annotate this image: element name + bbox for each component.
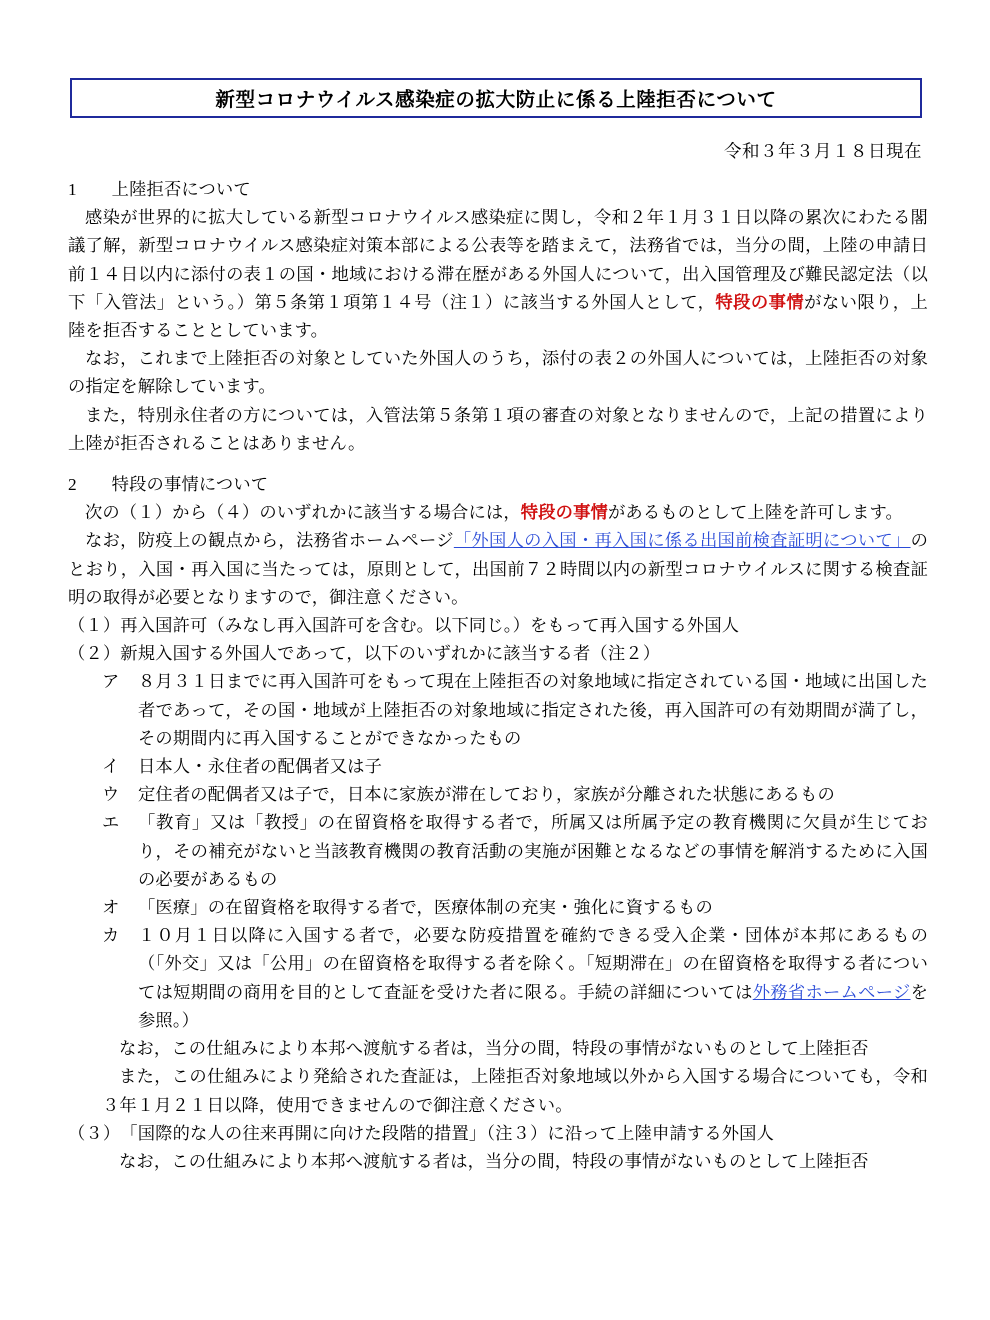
section-2-number: 2	[68, 475, 77, 495]
subitem-marker-u: ウ	[102, 785, 120, 805]
subitem-marker-e: エ	[102, 813, 120, 833]
document-body	[68, 176, 928, 1176]
subitem-marker-ka: カ	[102, 926, 120, 946]
item-marker-1: （１）	[68, 616, 121, 636]
text-run: があるものとして上陸を許可します。	[607, 503, 903, 523]
text-run: 感染が世界的に拡大している新型コロナウイルス感染症に関し，令和２年１月３１日以降の累次にわたる閣議了解，新型コロナウイルス感染症対策本部による公表等を踏まえて，法務省では，当分の間，上陸の申請日前１４日以内に添付の表１の国・地域における滞在歴がある外国人について，出入国管理及び難民認定法（以下「入管法」という。）第５条第１項第１４号（注１）に該当する外国人として，	[68, 208, 929, 312]
subitem-text-i: 日本人・永住者の配偶者又は子	[138, 757, 383, 777]
list-item	[68, 640, 928, 668]
section-spacer	[68, 458, 928, 471]
sub-list-item	[102, 809, 928, 894]
sub-list-item	[102, 668, 928, 753]
section-1-heading	[68, 176, 928, 204]
section-2-heading	[68, 471, 928, 499]
subitem-text-ka	[138, 922, 928, 1035]
list-item	[68, 612, 928, 640]
subitem-text-a: ８月３１日までに再入国許可をもって現在上陸拒否の対象地域に指定されている国・地域に出国した者であって，その国・地域が上陸拒否の対象地域に指定された後，再入国許可の有効期間が満了し，その期間内に再入国することができなかったもの	[138, 672, 928, 748]
text-run: 次の（１）から（４）のいずれかに該当する場合には，	[85, 503, 521, 523]
section-1-paragraph-1	[68, 204, 928, 345]
document-date: 令和３年３月１８日現在	[724, 141, 922, 161]
item-text-2: 新規入国する外国人であって，以下のいずれかに該当する者（注２）	[120, 644, 661, 664]
item-marker-3: （３）	[68, 1123, 121, 1143]
text-run: １０月１日以降に入国する者で，必要な防疫措置を確約できる受入企業・団体が本邦にあるもの（「外交」又は「公用」の在留資格を取得する者を除く。「短期滞在」の在留資格を取得する者については短期間の商用を目的として査証を受けた者に限る。手続の詳細については	[138, 926, 928, 1002]
sub-list-item	[102, 753, 928, 781]
link-pre-departure-test-certificate[interactable]: 「外国人の入国・再入国に係る出国前検査証明について」	[453, 531, 911, 551]
sub-list-item	[102, 781, 928, 809]
document-title-box	[70, 78, 922, 118]
sub-list-item	[102, 894, 928, 922]
item-text-3: 「国際的な人の往来再開に向けた段階的措置」（注３）に沿って上陸申請する外国人	[120, 1123, 775, 1143]
subitem-marker-a: ア	[102, 672, 120, 692]
section-1-paragraph-3: また，特別永住者の方については，入管法第５条第１項の審査の対象となりませんので，上記の措置により上陸が拒否されることはありません。	[68, 405, 928, 453]
section-1-number: 1	[68, 180, 77, 199]
item-3-notes	[102, 1148, 928, 1176]
item-2-notes	[102, 1035, 928, 1120]
text-run: のとおり，入国・再入国に当たっては，原則として，出国前７２時間以内の新型コロナウイルスに関する検査証明の取得が必要となりますので，御注意ください。	[68, 531, 929, 607]
section-1-paragraph-2: なお，これまで上陸拒否の対象としていた外国人のうち，添付の表２の外国人については，上陸拒否の対象の指定を解除しています。	[68, 349, 928, 397]
subitem-text-e: 「教育」又は「教授」の在留資格を取得する者で，所属又は所属予定の教育機関に欠員が生じており，その補充がないと当該教育機関の教育活動の実施が困難となるなどの事情を解消するために入国の必要があるもの	[138, 813, 928, 889]
list-item	[68, 1120, 928, 1148]
section-2-paragraph-1	[68, 499, 928, 527]
subitem-text-o: 「医療」の在留資格を取得する者で，医療体制の充実・強化に資するもの	[138, 898, 713, 918]
item-marker-2: （２）	[68, 644, 121, 664]
item-text-1: 再入国許可（みなし再入国許可を含む。以下同じ。）をもって再入国する外国人	[120, 616, 740, 636]
emphasis-tokudan-jijo: 特段の事情	[715, 292, 805, 312]
subitem-marker-i: イ	[102, 757, 120, 777]
sub-list-item	[102, 922, 928, 1035]
text-run: を参照。）	[138, 982, 928, 1030]
section-2-title: 特段の事情について	[111, 475, 269, 495]
subitem-marker-o: オ	[102, 898, 120, 918]
text-run: がない限り，上陸を拒否することとしています。	[68, 292, 928, 341]
section-1-title: 上陸拒否について	[111, 180, 251, 199]
link-mofa-homepage[interactable]: 外務省ホームページ	[752, 982, 911, 1002]
page-title: 新型コロナウイルス感染症の拡大防止に係る上陸拒否について	[215, 90, 777, 111]
subitem-text-u: 定住者の配偶者又は子で，日本に家族が滞在しており，家族が分離された状態にあるもの	[138, 785, 835, 805]
item-3-note-1: なお，この仕組みにより本邦へ渡航する者は，当分の間，特段の事情がないものとして上陸拒否	[119, 1151, 869, 1171]
section-2-paragraph-2	[68, 527, 928, 612]
item-2-note-2: また，この仕組みにより発給された査証は，上陸拒否対象地域以外から入国する場合についても，令和３年１月２１日以降，使用できませんので御注意ください。	[102, 1067, 928, 1115]
text-run: なお，防疫上の観点から，法務省ホームページ	[85, 531, 454, 551]
emphasis-tokudan-jijo: 特段の事情	[520, 503, 608, 523]
item-2-note-1: なお，この仕組みにより本邦へ渡航する者は，当分の間，特段の事情がないものとして上陸拒否	[119, 1039, 869, 1059]
